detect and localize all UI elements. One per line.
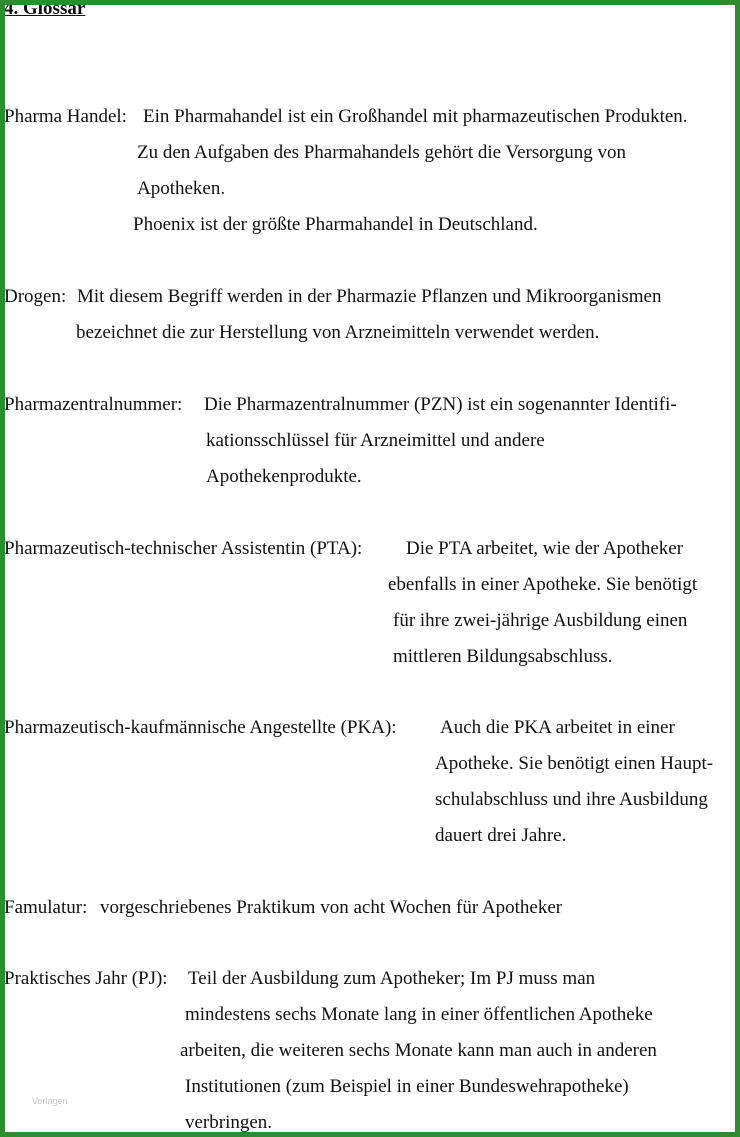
page-heading: 4. Glossar <box>4 0 86 19</box>
glossary-definition-line: bezeichnet die zur Herstellung von Arzneimitteln verwendet werden. <box>76 322 600 343</box>
glossary-definition-line: mittleren Bildungsabschluss. <box>393 646 613 667</box>
glossary-definition-line: mindestens sechs Monate lang in einer öffentlichen Apotheke <box>185 1004 653 1025</box>
glossary-definition-line: Ein Pharmahandel ist ein Großhandel mit pharmazeutischen Produkten. <box>143 106 688 127</box>
glossary-term-drogen: Drogen: <box>4 286 67 307</box>
glossary-definition-line: Apothekenprodukte. <box>206 466 362 487</box>
glossary-definition-line: schulabschluss und ihre Ausbildung <box>435 789 708 810</box>
glossary-term-pka: Pharmazeutisch-kaufmännische Angestellte (PKA): <box>4 717 397 738</box>
glossary-definition-line: vorgeschriebenes Praktikum von acht Wochen für Apotheker <box>100 897 563 918</box>
watermark: Vorlagen <box>32 1096 68 1106</box>
glossary-definition-line: verbringen. <box>185 1112 273 1133</box>
glossary-definition-line: Phoenix ist der größte Pharmahandel in Deutschland. <box>133 214 538 235</box>
glossary-term-praktisches-jahr: Praktisches Jahr (PJ): <box>4 968 168 989</box>
glossary-definition-line: Institutionen (zum Beispiel in einer Bundeswehrapotheke) <box>185 1076 629 1097</box>
glossary-definition-line: dauert drei Jahre. <box>435 825 567 846</box>
glossary-definition-line: Teil der Ausbildung zum Apotheker; Im PJ muss man <box>188 968 596 989</box>
glossary-definition-line: arbeiten, die weiteren sechs Monate kann man auch in anderen <box>180 1040 657 1061</box>
glossary-definition-line: Apotheke. Sie benötigt einen Haupt- <box>435 753 714 774</box>
glossary-definition-line: Zu den Aufgaben des Pharmahandels gehört die Versorgung von <box>137 142 626 163</box>
glossary-definition-line: Apotheken. <box>137 178 226 199</box>
glossary-definition-line: für ihre zwei-jährige Ausbildung einen <box>393 610 688 631</box>
glossary-definition-line: ebenfalls in einer Apotheke. Sie benötigt <box>388 574 698 595</box>
glossary-definition-line: Mit diesem Begriff werden in der Pharmazie Pflanzen und Mikroorganismen <box>77 286 662 307</box>
glossary-definition-line: Die Pharmazentralnummer (PZN) ist ein sogenannter Identifi- <box>204 394 677 415</box>
glossary-term-famulatur: Famulatur: <box>4 897 88 918</box>
glossary-term-pharmazentralnummer: Pharmazentralnummer: <box>4 394 183 415</box>
glossary-definition-line: Auch die PKA arbeitet in einer <box>440 717 675 738</box>
glossary-definition-line: kationsschlüssel für Arzneimittel und andere <box>206 430 545 451</box>
glossary-term-pharma-handel: Pharma Handel: <box>4 106 127 127</box>
glossary-term-pta: Pharmazeutisch-technischer Assistentin (PTA): <box>4 538 363 559</box>
glossary-definition-line: Die PTA arbeitet, wie der Apotheker <box>406 538 684 559</box>
